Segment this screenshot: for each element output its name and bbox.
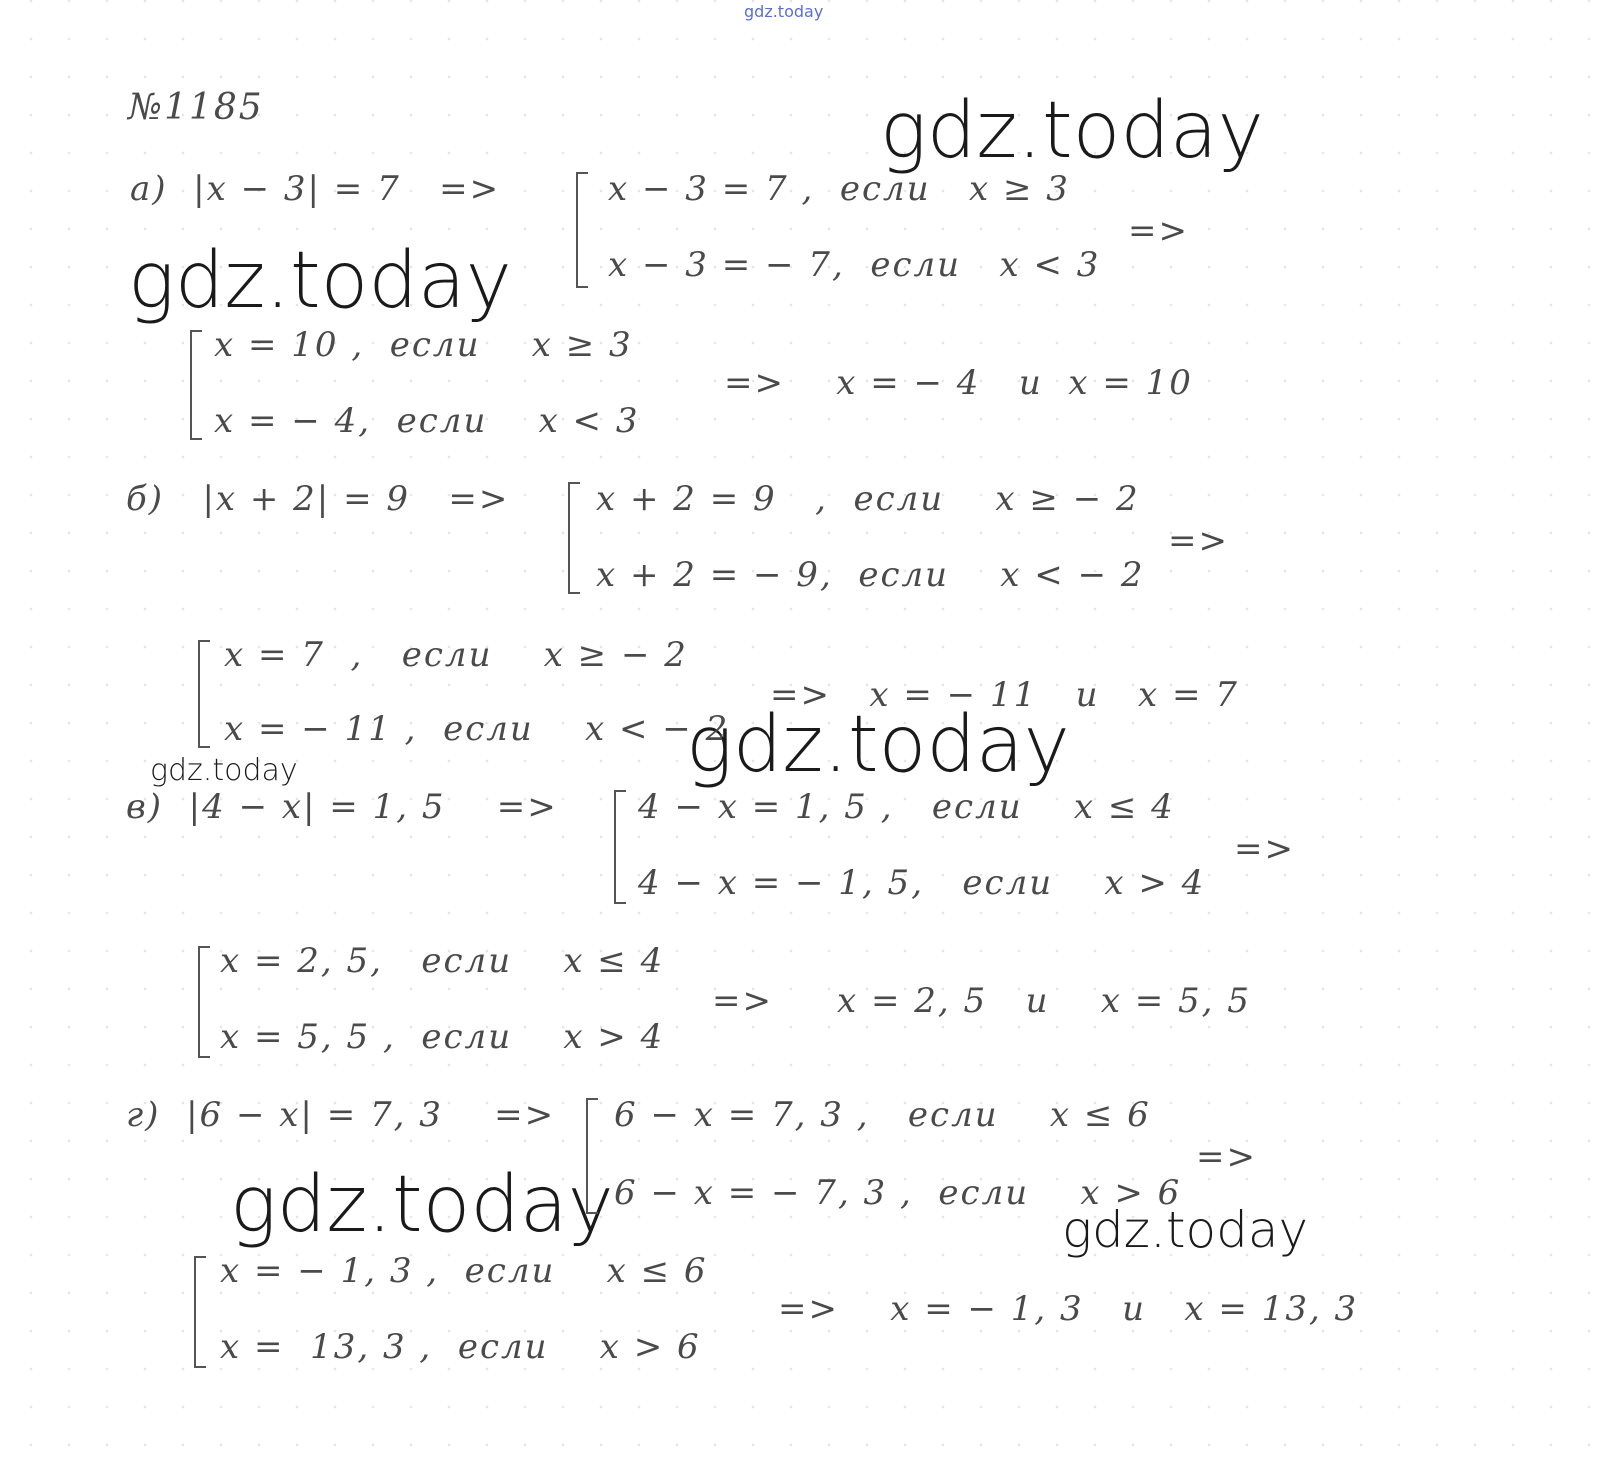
part-b-arrow: => xyxy=(1168,521,1229,561)
watermark: gdz.today xyxy=(230,1160,614,1250)
part-v-case-2: 4 − x = − 1, 5, если x > 4 xyxy=(638,863,1206,903)
problem-number: №1185 xyxy=(128,87,264,128)
watermark: gdz.today xyxy=(128,236,512,326)
watermark: gdz.today xyxy=(880,86,1264,176)
part-a-case-1: x − 3 = 7 , если x ≥ 3 xyxy=(608,169,1070,209)
bracket xyxy=(614,790,626,904)
bracket xyxy=(194,1256,206,1368)
part-g-equation: г) |6 − x| = 7, 3 => xyxy=(126,1095,556,1135)
part-a-answer: => x = − 4 и x = 10 xyxy=(724,363,1193,403)
part-b-solution-1: x = 7 , если x ≥ − 2 xyxy=(224,635,688,675)
part-g-solution-2: x = 13, 3 , если x > 6 xyxy=(220,1327,701,1367)
part-g-case-1: 6 − x = 7, 3 , если x ≤ 6 xyxy=(614,1095,1151,1135)
watermark: gdz.today xyxy=(1062,1201,1309,1259)
part-v-case-1: 4 − x = 1, 5 , если x ≤ 4 xyxy=(638,787,1175,827)
part-a-case-2: x − 3 = − 7, если x < 3 xyxy=(608,245,1101,285)
bracket xyxy=(576,172,588,288)
watermark-top: gdz.today xyxy=(744,2,824,21)
bracket xyxy=(198,640,210,748)
part-g-solution-1: x = − 1, 3 , если x ≤ 6 xyxy=(220,1251,708,1291)
bracket xyxy=(586,1098,598,1214)
part-a-arrow: => xyxy=(1128,211,1189,251)
part-a-solution-1: x = 10 , если x ≥ 3 xyxy=(214,325,633,365)
part-v-solution-1: x = 2, 5, если x ≤ 4 xyxy=(220,941,665,981)
part-b-answer: => x = − 11 и x = 7 xyxy=(770,675,1239,715)
part-a-equation: а) |x − 3| = 7 => xyxy=(130,169,501,209)
watermark: gdz.today xyxy=(686,700,1070,790)
bracket xyxy=(198,946,210,1058)
part-g-case-2: 6 − x = − 7, 3 , если x > 6 xyxy=(614,1173,1182,1213)
part-v-solution-2: x = 5, 5 , если x > 4 xyxy=(220,1017,665,1057)
part-b-case-1: x + 2 = 9 , если x ≥ − 2 xyxy=(596,479,1140,519)
part-b-solution-2: x = − 11 , если x < − 2 xyxy=(224,709,730,749)
bracket xyxy=(190,330,202,440)
part-b-case-2: x + 2 = − 9, если x < − 2 xyxy=(596,555,1145,595)
part-a-solution-2: x = − 4, если x < 3 xyxy=(214,401,640,441)
part-g-arrow: => xyxy=(1196,1137,1257,1177)
part-v-answer: => x = 2, 5 и x = 5, 5 xyxy=(712,981,1251,1021)
part-b-equation: б) |x + 2| = 9 => xyxy=(126,479,510,519)
part-v-arrow: => xyxy=(1234,829,1295,869)
watermark: gdz.today xyxy=(150,753,298,788)
part-g-answer: => x = − 1, 3 и x = 13, 3 xyxy=(778,1289,1359,1329)
part-v-equation: в) |4 − x| = 1, 5 => xyxy=(126,787,558,827)
bracket xyxy=(568,482,580,594)
